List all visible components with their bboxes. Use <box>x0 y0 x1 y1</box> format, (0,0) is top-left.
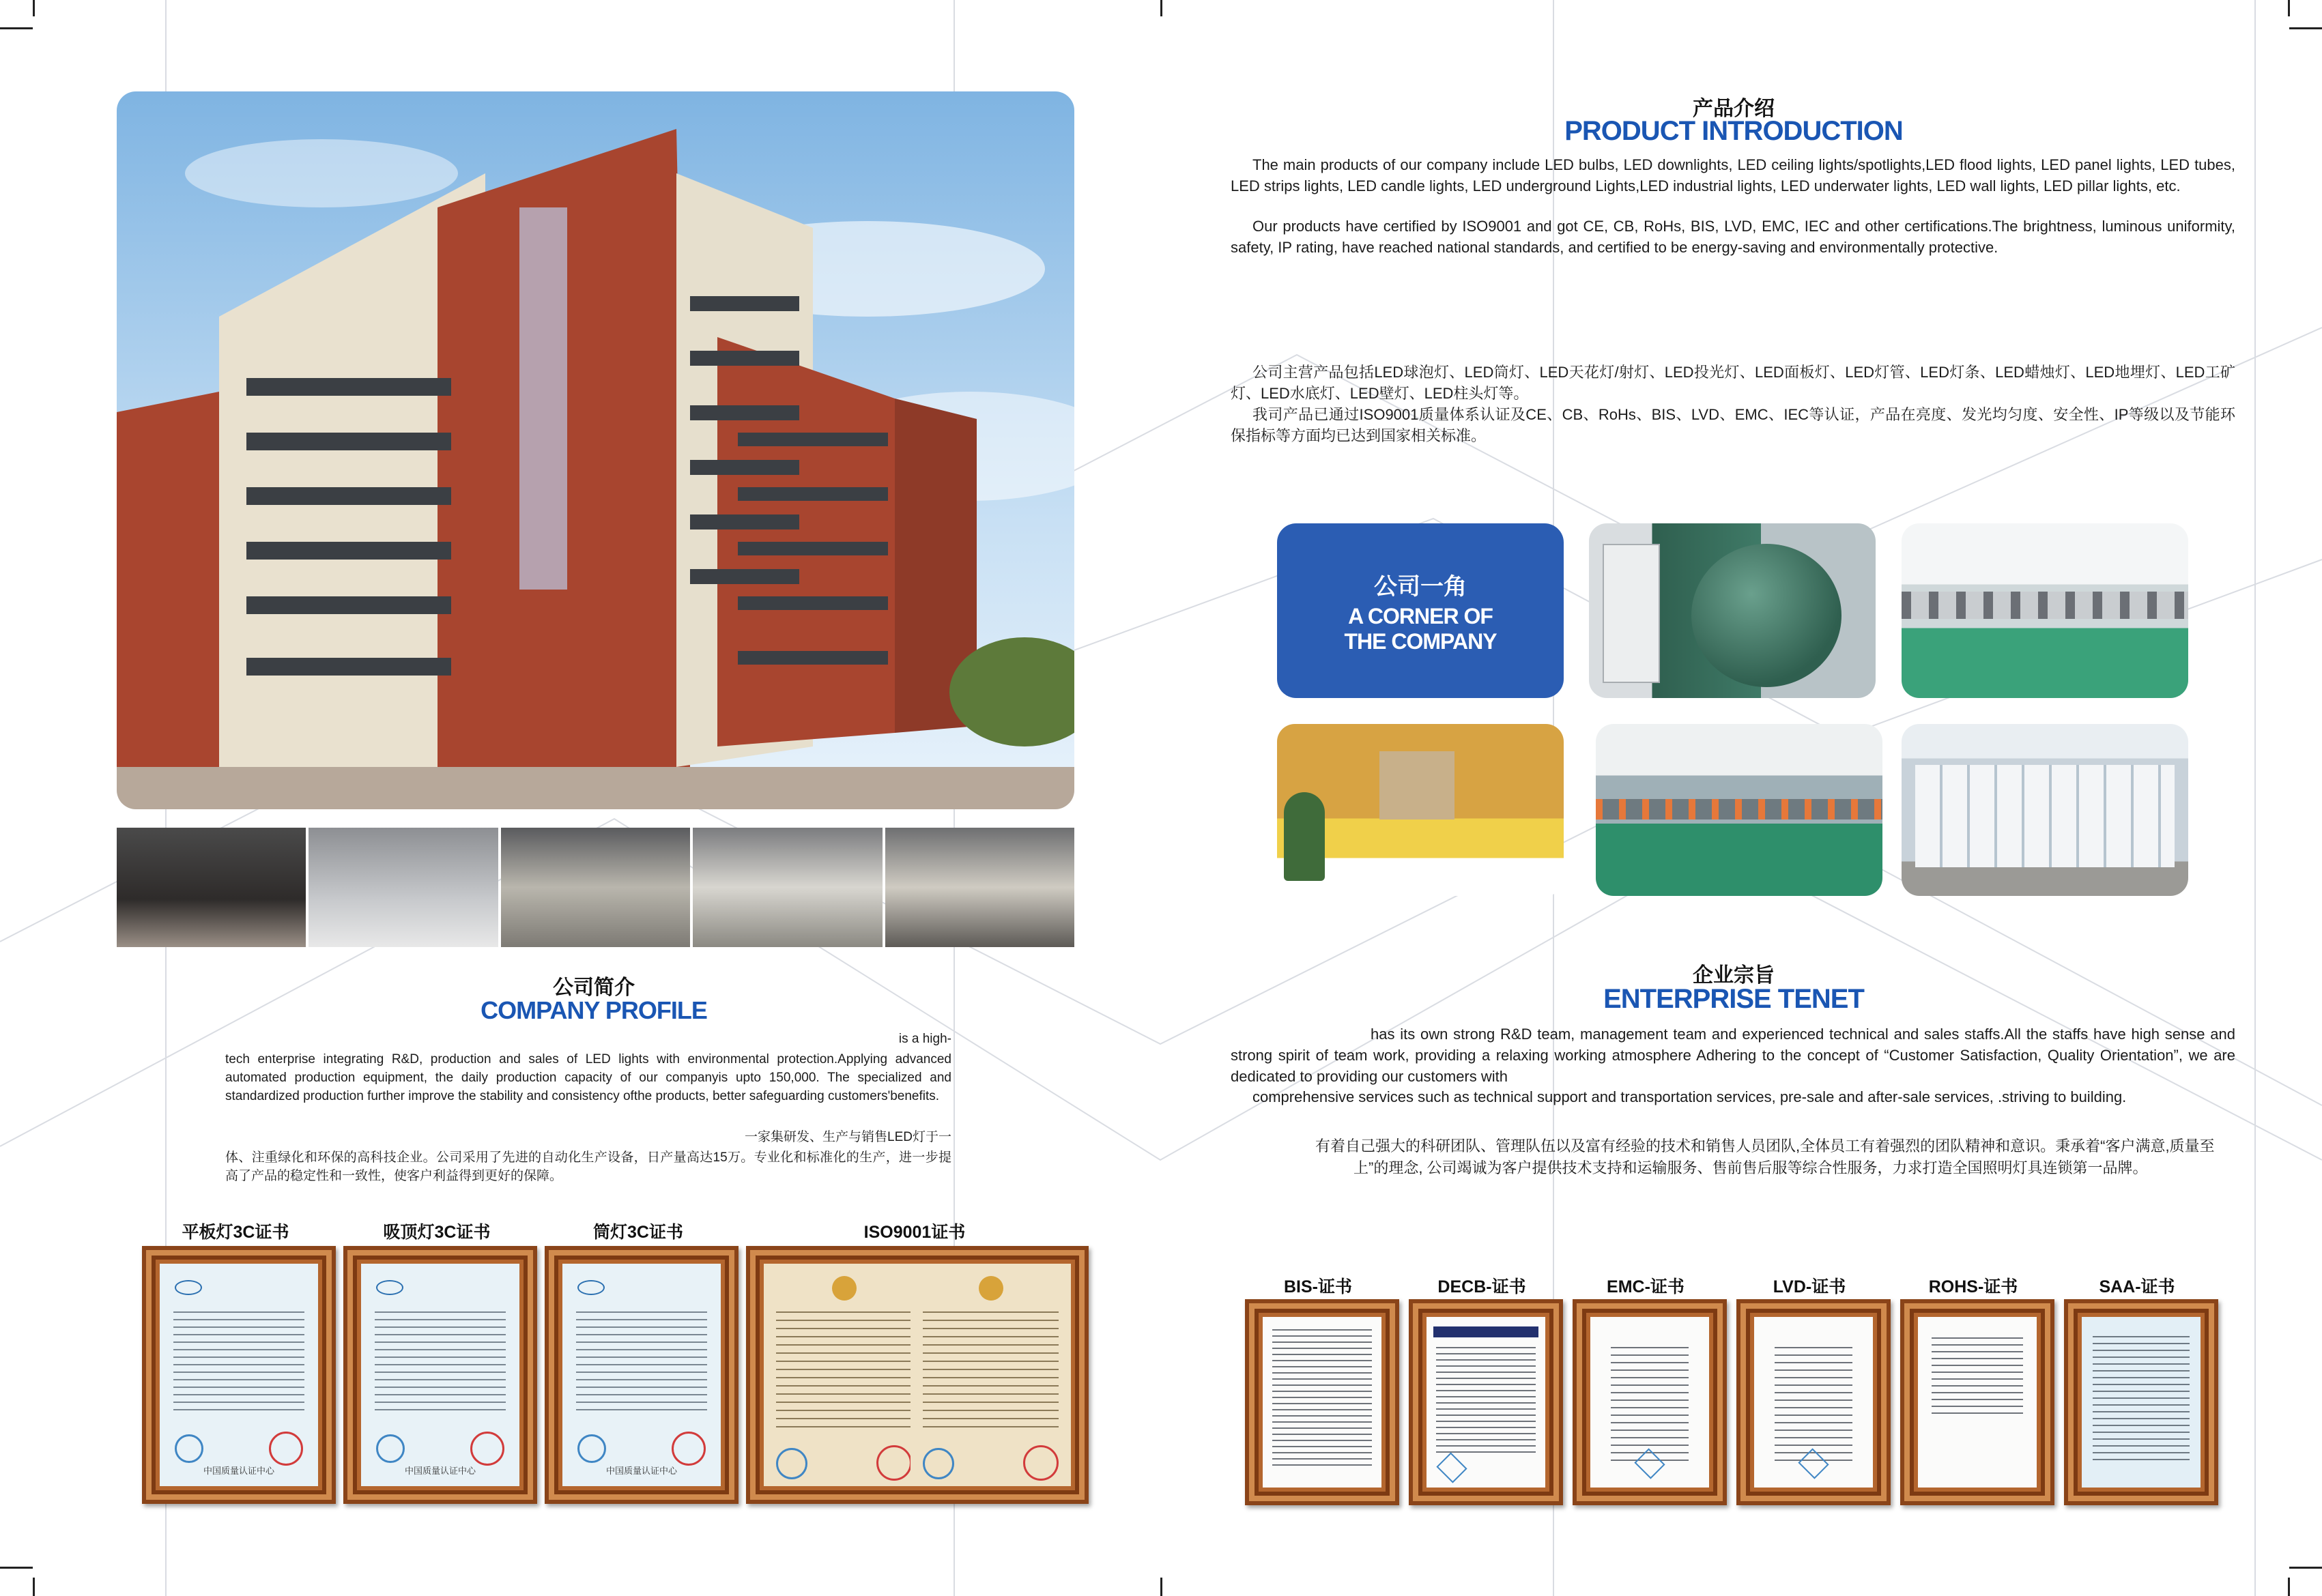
certificate-document <box>764 1264 924 1486</box>
cert-label: ISO9001证书 <box>863 1223 966 1242</box>
tenet-title-en: ENTERPRISE TENET <box>1603 984 1864 1014</box>
reception-photo <box>1277 724 1564 896</box>
certificate-document <box>1918 1317 2037 1488</box>
cert-label: DECB-证书 <box>1437 1277 1526 1296</box>
cert-label: LVD-证书 <box>1773 1277 1846 1296</box>
product-paragraph-cn-2: 我司产品已通过ISO9001质量体系认证及CE、CB、RoHs、BIS、LVD、EMC、IEC等认证，产品在亮度、发光均匀度、安全性、IP等级以及节能环保指标等方面均已达到国家相关标准。 <box>1231 406 2235 445</box>
product-title-en: PRODUCT INTRODUCTION <box>1564 116 1903 146</box>
showroom-photo <box>117 828 306 947</box>
cert-label: 吸顶灯3C证书 <box>383 1223 491 1242</box>
profile-title-cn: 公司简介 <box>553 976 635 999</box>
certificate-frame <box>2064 1299 2218 1505</box>
cert-label: ROHS-证书 <box>1928 1277 2018 1296</box>
product-paragraph-en-1: The main products of our company include LED bulbs, LED downlights, LED ceiling lights/spotlights,LED flood lights, LED panel lights, LED tubes, LED strips lights, LED candle lights, LED underground Lights,LED industrial lights, LED underwater lights, LED wall lights, LED pillar lights, etc. <box>1231 156 2235 195</box>
certificate-frame <box>1736 1299 1891 1505</box>
certificate-frame <box>343 1246 537 1504</box>
certificate-frame <box>1409 1299 1563 1505</box>
certificate-document <box>1590 1317 1709 1488</box>
certificate-footer: 中国质量认证中心 <box>404 1466 476 1476</box>
showroom-photo <box>501 828 690 947</box>
certificate-document <box>361 1264 519 1486</box>
tenet-paragraph-en-2: comprehensive services such as technical support and transportation services, pre-sale and after-sale services, .striving to building. <box>1252 1088 2127 1105</box>
corner-title-en-2: THE COMPANY <box>1344 628 1497 654</box>
corner-title-en-1: A CORNER OF <box>1348 603 1493 628</box>
workshop-photo <box>1902 523 2188 698</box>
cert-label: BIS-证书 <box>1283 1277 1352 1296</box>
certificate-document <box>911 1264 1071 1486</box>
profile-paragraph-cn-first: 一家集研发、生产与销售LED灯于一 <box>745 1130 951 1144</box>
profile-title-en: COMPANY PROFILE <box>481 996 707 1024</box>
certificate-frame <box>545 1246 739 1504</box>
product-title-cn: 产品介绍 <box>1693 98 1775 120</box>
profile-paragraph-en-first: is a high- <box>898 1032 951 1046</box>
certificate-frame <box>746 1246 1089 1504</box>
cert-label: 筒灯3C证书 <box>593 1223 683 1242</box>
certificate-document <box>562 1264 721 1486</box>
warehouse-photo <box>1902 724 2188 896</box>
certificate-frame <box>1245 1299 1399 1505</box>
company-building-photo <box>117 91 1074 809</box>
cert-label: 平板灯3C证书 <box>182 1223 289 1242</box>
cert-label: EMC-证书 <box>1607 1277 1685 1296</box>
profile-paragraph-cn: 体、注重绿化和环保的高科技企业。公司采用了先进的自动化生产设备，日产量高达15万。专业化和标准化的生产，进一步提高了产品的稳定性和一致性，使客户利益得到更好的保障。 <box>225 1150 951 1183</box>
certificate-frame <box>1573 1299 1727 1505</box>
certificate-document <box>1427 1317 1545 1488</box>
certificate-document <box>1754 1317 1873 1488</box>
profile-paragraph-en: tech enterprise integrating R&D, production and sales of LED lights with environmental protection.Applying advanced automated production equipment, the daily production capacity of our companyis upto 150,000. The specialized and standardized production further improve the stability and consistency ofthe products, better safeguarding customers'benefits. <box>225 1052 951 1103</box>
certificate-document <box>1263 1317 1381 1488</box>
showroom-photo <box>885 828 1074 947</box>
showroom-photo <box>693 828 882 947</box>
product-paragraph-cn-1: 公司主营产品包括LED球泡灯、LED筒灯、LED天花灯/射灯、LED投光灯、LED面板灯、LED灯管、LED灯条、LED蜡烛灯、LED地埋灯、LED工矿灯、LED水底灯、LED壁灯、LED柱头灯等。 <box>1231 364 2235 403</box>
equipment-photo <box>1589 523 1876 698</box>
tenet-paragraph-en-1: has its own strong R&D team, management team and experienced technical and sales staffs.All the staffs have high sense and strong spirit of team work, providing a relaxing working atmosphere Adhering to the concept of “Customer Satisfaction, Quality Orientation”, we are dedicated to providing our customers with <box>1231 1026 2235 1086</box>
corner-title-cn: 公司一角 <box>1374 573 1467 600</box>
certificate-document <box>2082 1317 2201 1488</box>
showroom-thumbnails <box>117 828 1074 947</box>
tenet-paragraph-cn-2: 上”的理念, 公司竭诚为客户提供技术支持和运输服务、售前售后服等综合性服务，力求打造全国照明灯具连锁第一品牌。 <box>1353 1159 2148 1176</box>
certificate-footer: 中国质量认证中心 <box>605 1466 677 1476</box>
certificate-frame <box>1900 1299 2054 1505</box>
showroom-photo <box>309 828 498 947</box>
certificate-frame <box>142 1246 336 1504</box>
production-line-photo <box>1596 724 1882 896</box>
tenet-paragraph-cn-1: 有着自己强大的科研团队、管理队伍以及富有经验的技术和销售人员团队,全体员工有着强烈的团队精神和意识。秉承着“客户满意,质量至 <box>1315 1137 2215 1155</box>
corner-of-company-banner <box>1277 523 1564 698</box>
cert-label: SAA-证书 <box>2099 1277 2175 1296</box>
product-paragraph-en-2: Our products have certified by ISO9001 and got CE, CB, RoHs, BIS, LVD, EMC, IEC and other certifications.The brightness, luminous uniformity, safety, IP rating, have reached national standards, and certified to be energy-saving and environmentally protective. <box>1231 218 2235 257</box>
tenet-title-cn: 企业宗旨 <box>1693 964 1775 987</box>
certificate-document <box>160 1264 318 1486</box>
certificate-footer: 中国质量认证中心 <box>203 1466 274 1476</box>
